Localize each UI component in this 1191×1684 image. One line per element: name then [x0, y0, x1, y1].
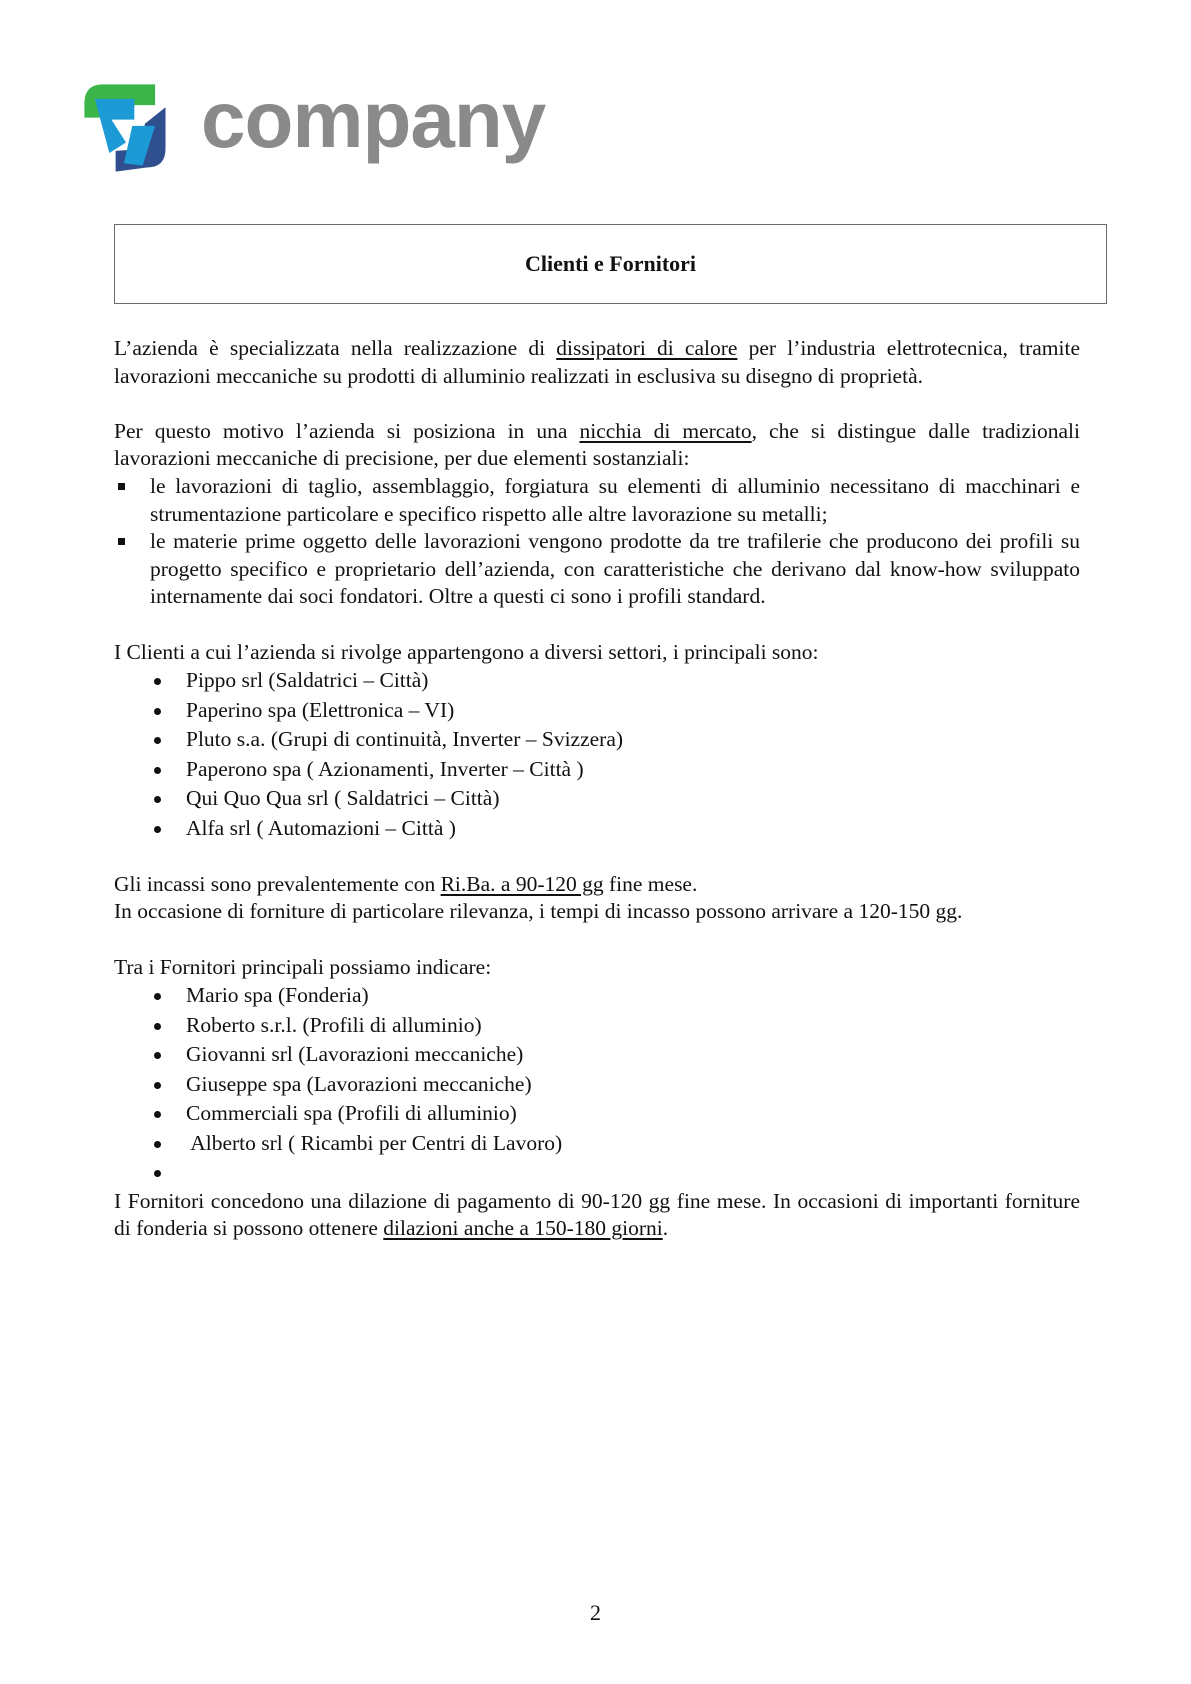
payments-line-1: Gli incassi sono prevalentemente con Ri.Ba. a 90-120 gg fine mese. — [114, 871, 698, 896]
intro-paragraph: L’azienda è specializzata nella realizzazione di dissipatori di calore per l’industria elettrotecnica, tramite lavorazioni meccaniche su prodotti di alluminio realizzati in esclusiva su disegno di proprietà. — [114, 336, 1080, 388]
clients-intro: I Clienti a cui l’azienda si rivolge appartengono a diversi settori, i principali sono: — [114, 639, 819, 664]
suppliers-list — [114, 981, 1080, 1188]
list-item: Pluto s.a. (Grupi di continuità, Inverter – Svizzera) — [114, 725, 1080, 755]
market-paragraph: Per questo motivo l’azienda si posiziona in una nicchia di mercato, che si distingue dalle tradizionali lavorazioni meccaniche di precisione, per due elementi sostanziali: — [114, 418, 1080, 471]
section-title-box — [114, 224, 1107, 304]
list-item: Giuseppe spa (Lavorazioni meccaniche) — [114, 1070, 1080, 1100]
market-points-list — [114, 473, 1080, 611]
clients-list — [114, 666, 1080, 843]
list-item: Pippo srl (Saldatrici – Città) — [114, 666, 1080, 696]
supplier-terms-paragraph: I Fornitori concedono una dilazione di pagamento di 90-120 gg fine mese. In occasioni di importanti forniture di fonderia si possono ottenere dilazioni anche a 150-180 giorni. — [114, 1188, 1080, 1241]
list-item: Commerciali spa (Profili di alluminio) — [114, 1099, 1080, 1129]
list-item: Giovanni srl (Lavorazioni meccaniche) — [114, 1040, 1080, 1070]
list-item: Qui Quo Qua srl ( Saldatrici – Città) — [114, 784, 1080, 814]
document-body — [114, 335, 1080, 1270]
suppliers-intro: Tra i Fornitori principali possiamo indicare: — [114, 954, 492, 979]
list-item-empty — [114, 1158, 1080, 1188]
list-item: Roberto s.r.l. (Profili di alluminio) — [114, 1011, 1080, 1041]
payments-line-2: In occasione di forniture di particolare rilevanza, i tempi di incasso possono arrivare a 120-150 gg. — [114, 899, 963, 924]
list-item: le materie prime oggetto delle lavorazioni vengono prodotte da tre trafilerie che producono dei profili su progetto specifico e proprietario dell’azienda, con caratteristiche che derivano dal know-how sviluppato internamente dai soci fondatori. Oltre a questi ci sono i profili standard. — [114, 528, 1080, 611]
dissipatori-link: dissipatori di calore — [556, 336, 738, 360]
company-logo — [74, 76, 554, 186]
nicchia-link: nicchia di mercato — [579, 418, 752, 443]
page-number: 2 — [590, 1600, 601, 1625]
list-item: Paperino spa (Elettronica – VI) — [114, 696, 1080, 726]
logo-mark-icon — [74, 76, 178, 180]
logo-wordmark: company — [201, 75, 546, 164]
list-item: Alfa srl ( Automazioni – Città ) — [114, 814, 1080, 844]
riba-link: Ri.Ba. a 90-120 gg — [440, 871, 604, 896]
dilazioni-link: dilazioni anche a 150-180 giorni — [383, 1216, 663, 1241]
list-item: le lavorazioni di taglio, assemblaggio, forgiatura su elementi di alluminio necessitano di macchinari e strumentazione particolare e specifico rispetto alle altre lavorazione su metalli; — [114, 473, 1080, 528]
list-item: Paperono spa ( Azionamenti, Inverter – Città ) — [114, 755, 1080, 785]
list-item: Alberto srl ( Ricambi per Centri di Lavoro) — [114, 1129, 1080, 1159]
list-item: Mario spa (Fonderia) — [114, 981, 1080, 1011]
section-title: Clienti e Fornitori — [524, 251, 697, 276]
